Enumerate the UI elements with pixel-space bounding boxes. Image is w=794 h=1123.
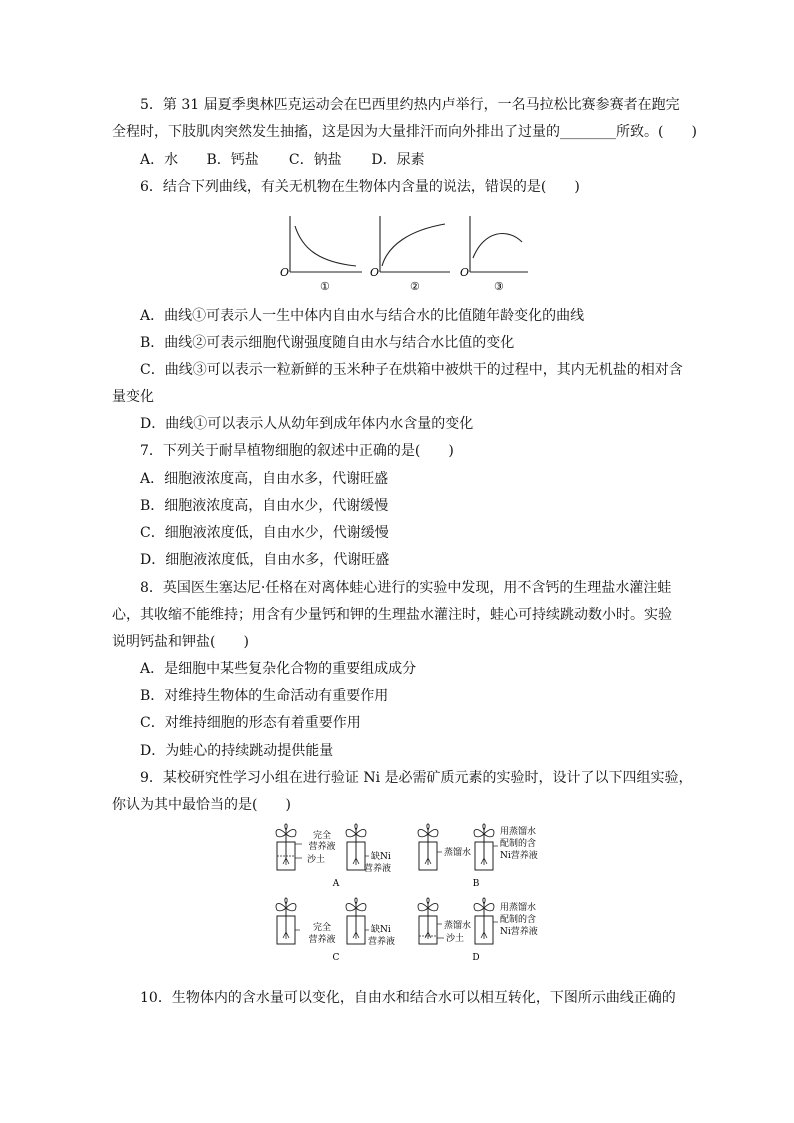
q9-stem-line2: 你认为其中最恰当的是( ) xyxy=(112,797,291,813)
group-a-caption: A xyxy=(332,879,340,889)
curve3-origin: O xyxy=(460,266,470,279)
q8-stem-line1: 8．英国医生塞达尼·任格在对离体蛙心进行的实验中发现，用不含钙的生理盐水灌注蛙 xyxy=(140,580,672,596)
q6-curves-figure xyxy=(270,210,530,295)
group-b-caption: B xyxy=(472,879,480,889)
q6-option-d: D．曲线①可以表示人从幼年到成年体内水含量的变化 xyxy=(140,416,474,432)
group-d-left-label1: 蒸馏水 xyxy=(444,921,472,931)
q7-option-d: D．细胞液浓度低，自由水多，代谢旺盛 xyxy=(140,552,390,568)
curve1-origin: O xyxy=(280,266,290,279)
group-c-left-label2: 营养液 xyxy=(308,935,336,945)
group-a-right-label1: 缺Ni xyxy=(371,852,391,862)
q8-stem-line3: 说明钙盐和钾盐( ) xyxy=(112,634,249,650)
q8-option-c: C．对维持细胞的形态有着重要作用 xyxy=(140,715,361,731)
q5-option-b: B．钙盐 xyxy=(206,152,259,168)
q5-options xyxy=(140,150,425,170)
q6-option-a: A．曲线①可表示人一生中体内自由水与结合水的比值随年龄变化的曲线 xyxy=(140,308,585,324)
q7-option-b: B．细胞液浓度高，自由水少，代谢缓慢 xyxy=(140,498,389,514)
curve3-line xyxy=(473,234,522,258)
curve2-line xyxy=(382,224,445,266)
curve2-label: ② xyxy=(410,280,420,293)
q5-option-a: A．水 xyxy=(140,152,179,168)
group-d-right-label1: 用蒸馏水 xyxy=(500,903,537,913)
group-d-left-label2: 沙土 xyxy=(446,934,465,944)
group-d-caption: D xyxy=(472,953,480,963)
q9-experiment-figure xyxy=(268,822,558,982)
group-a-right-label2: 营养液 xyxy=(364,864,392,874)
curve2-origin: O xyxy=(370,266,380,279)
group-a-left-label2: 营养液 xyxy=(308,842,336,852)
group-c xyxy=(276,898,395,963)
group-c-right-label2: 营养液 xyxy=(368,937,396,947)
q6-option-b: B．曲线②可表示细胞代谢强度随自由水与结合水比值的变化 xyxy=(140,335,515,351)
q10-stem-line1: 10．生物体内的含水量可以变化，自由水和结合水可以相互转化，下图所示曲线正确的 xyxy=(140,990,676,1006)
group-b-left-label1: 蒸馏水 xyxy=(444,848,472,858)
q6-stem: 6．结合下列曲线，有关无机物在生物体内含量的说法，错误的是( ) xyxy=(140,179,580,195)
group-b-right-label1: 用蒸馏水 xyxy=(500,827,537,837)
curve1-label: ① xyxy=(320,280,330,293)
group-a-left-label3: 沙土 xyxy=(306,855,326,865)
group-c-caption: C xyxy=(332,953,340,963)
curve3-label: ③ xyxy=(494,280,504,293)
group-a xyxy=(276,824,391,889)
group-d-right-label2: 配制的含 xyxy=(500,915,537,925)
group-d xyxy=(418,898,538,963)
q7-option-c: C．细胞液浓度低，自由水少，代谢缓慢 xyxy=(140,525,389,541)
q8-option-d: D．为蛙心的持续跳动提供能量 xyxy=(140,743,334,759)
q5-stem-line1: 5．第 31 届夏季奥林匹克运动会在巴西里约热内卢举行，一名马拉松比赛参赛者在跑完 xyxy=(140,97,680,113)
q8-stem-line2: 心，其收缩不能维持；用含有少量钙和钾的生理盐水灌注时，蛙心可持续跳动数小时。实验 xyxy=(112,607,672,623)
q6-option-c-line1: C．曲线③可以表示一粒新鲜的玉米种子在烘箱中被烘干的过程中，其内无机盐的相对含 xyxy=(140,362,683,378)
group-c-left-label1: 完全 xyxy=(312,923,332,933)
q8-option-a: A．是细胞中某些复杂化合物的重要组成成分 xyxy=(140,661,417,677)
q7-stem: 7．下列关于耐旱植物细胞的叙述中正确的是( ) xyxy=(140,443,454,459)
group-a-left-label1: 完全 xyxy=(312,831,332,841)
q8-option-b: B．对维持生物体的生命活动有重要作用 xyxy=(140,688,389,704)
q5-option-d: D．尿素 xyxy=(371,152,425,168)
q6-option-c-line2: 量变化 xyxy=(112,389,154,405)
q5-stem-line2: 全程时，下肢肌肉突然发生抽搐，这是因为大量排汗而向外排出了过量的________所致。( ) xyxy=(112,124,697,140)
group-b-right-label3: Ni营养液 xyxy=(500,851,538,861)
group-b xyxy=(418,824,538,889)
curve1-line xyxy=(295,226,356,266)
q5-option-c: C．钠盐 xyxy=(288,152,342,168)
group-c-right-label1: 缺Ni xyxy=(371,925,391,935)
group-d-right-label3: Ni营养液 xyxy=(500,927,538,937)
group-b-right-label2: 配制的含 xyxy=(500,839,537,849)
q9-stem-line1: 9．某校研究性学习小组在进行验证 Ni 是必需矿质元素的实验时，设计了以下四组实验， xyxy=(140,770,693,786)
q7-option-a: A．细胞液浓度高，自由水多，代谢旺盛 xyxy=(140,471,389,487)
